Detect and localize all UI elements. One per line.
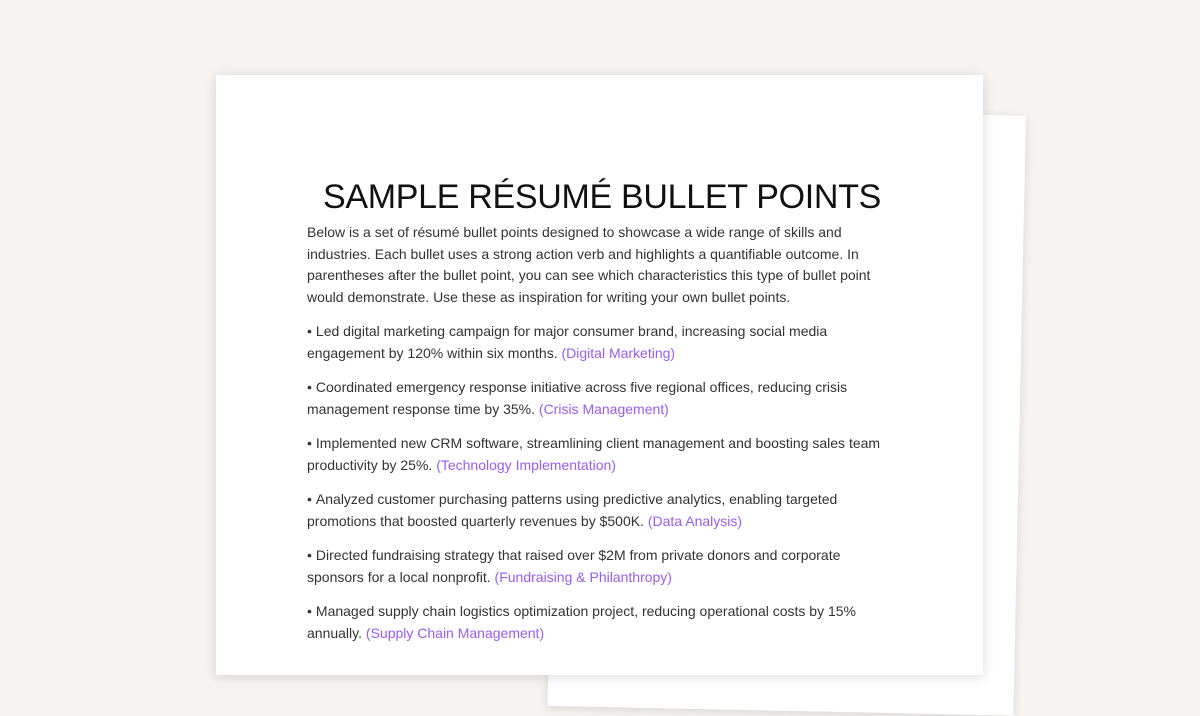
bullet-text: Managed supply chain logistics optimization project, reducing operational costs by 15% annually. — [307, 603, 856, 641]
bullet-item — [307, 488, 897, 532]
bullet-item — [307, 600, 897, 644]
bullet-item — [307, 432, 897, 476]
bullet-item — [307, 320, 897, 364]
bullet-skill-tag: (Fundraising & Philanthropy) — [494, 569, 672, 585]
document-content — [307, 175, 897, 656]
bullet-skill-tag: (Supply Chain Management) — [365, 625, 545, 641]
bullet-marker: • — [307, 603, 312, 619]
document-title: SAMPLE RÉSUMÉ BULLET POINTS — [322, 178, 882, 216]
document-page — [216, 75, 983, 675]
bullet-skill-tag: (Technology Implementation) — [436, 457, 616, 473]
bullet-text: Coordinated emergency response initiative across five regional offices, reducing crisis management response time by 35%. — [307, 379, 848, 417]
bullet-text: Analyzed customer purchasing patterns using predictive analytics, enabling targeted promotions that boosted quarterly revenues by $500K. — [307, 491, 838, 529]
bullet-item — [307, 376, 897, 420]
bullet-list — [307, 320, 897, 644]
bullet-text: Led digital marketing campaign for major consumer brand, increasing social media engagement by 120% within six months. — [307, 323, 828, 361]
bullet-marker: • — [307, 379, 312, 395]
bullet-text: Directed fundraising strategy that raised over $2M from private donors and corporate sponsors for a local nonprofit. — [307, 547, 841, 585]
bullet-marker: • — [307, 547, 312, 563]
intro-paragraph: Below is a set of résumé bullet points designed to showcase a wide range of skills and industries. Each bullet uses a strong action verb and highlights a quantifiable outcome. In parentheses after the bullet point, you can see which characteristics this type of bullet point would demonstrate. Use these as inspiration for writing your own bullet points. — [307, 224, 871, 305]
bullet-marker: • — [307, 323, 312, 339]
bullet-skill-tag: (Data Analysis) — [647, 513, 743, 529]
bullet-skill-tag: (Crisis Management) — [538, 401, 669, 417]
bullet-marker: • — [307, 491, 312, 507]
bullet-marker: • — [307, 435, 312, 451]
bullet-item — [307, 544, 897, 588]
bullet-text: Implemented new CRM software, streamlining client management and boosting sales team productivity by 25%. — [307, 435, 881, 473]
bullet-skill-tag: (Digital Marketing) — [561, 345, 676, 361]
